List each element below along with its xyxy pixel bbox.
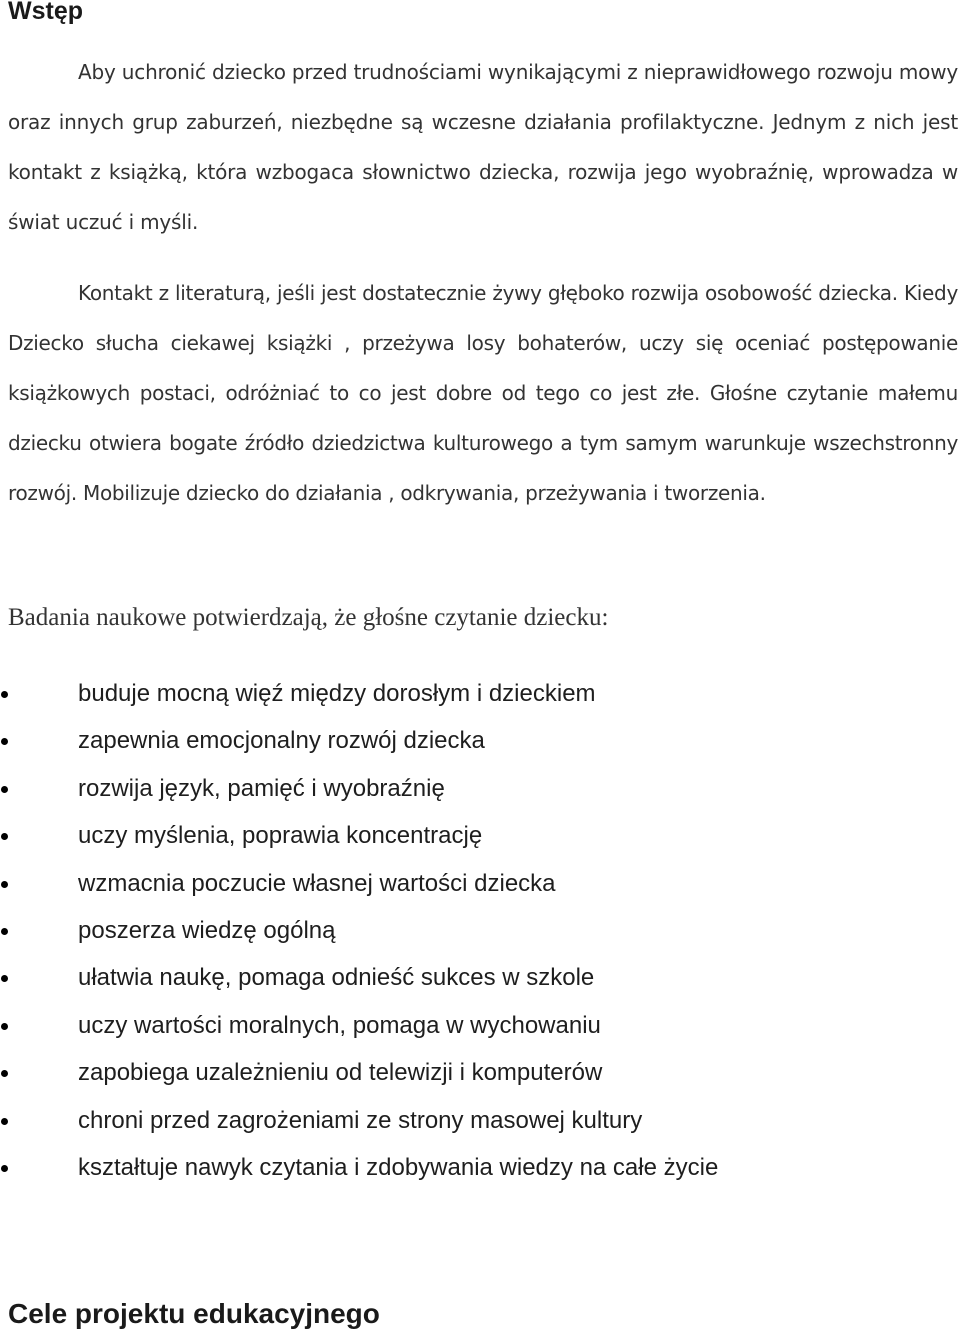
bullet-dot-icon — [1, 881, 8, 888]
paragraph-literature: Kontakt z literaturą, jeśli jest dostatecznie żywy głęboko rozwija osobowość dziecka. Kiedy Dziecko słucha ciekawej książki , przeżywa losy bohaterów, uczy się oceniać postępowanie książkowych postaci, odróżniać to co jest dobre od tego co jest złe. Głośne czytanie małemu dziecku otwiera bogate źródło dziedzictwa kulturowego a tym samym warunkuje wszechstronny rozwój. Mobilizuje dziecko do działania , odkrywania, przeżywania i tworzenia. — [8, 281, 958, 505]
bullet-dot-icon — [1, 691, 8, 698]
list-item — [0, 1002, 940, 1049]
list-item — [0, 860, 940, 907]
section-heading-goals: Cele projektu edukacyjnego — [8, 1298, 380, 1329]
list-item-text: kształtuje nawyk czytania i zdobywania wiedzy na całe życie — [78, 1153, 719, 1181]
list-item-text: zapewnia emocjonalny rozwój dziecka — [78, 727, 485, 755]
bullet-dot-icon — [1, 833, 8, 840]
section-heading-intro: Wstęp — [8, 0, 83, 25]
bullet-dot-icon — [1, 786, 8, 793]
list-item-text: buduje mocną więź między dorosłym i dzieckiem — [78, 680, 596, 707]
list-item — [0, 907, 940, 954]
bullet-dot-icon — [1, 975, 8, 982]
bullet-dot-icon — [1, 928, 8, 935]
bullet-dot-icon — [1, 1023, 8, 1030]
list-item — [0, 1049, 940, 1096]
list-item-text: ułatwia naukę, pomaga odnieść sukces w szkole — [78, 964, 595, 992]
list-item-text: poszerza wiedzę ogólną — [78, 916, 336, 944]
list-item-text: uczy myślenia, poprawia koncentrację — [78, 822, 483, 850]
list-item-text: wzmacnia poczucie własnej wartości dziecka — [78, 869, 556, 897]
list-item-text: zapobiega uzależnieniu od telewizji i komputerów — [78, 1059, 603, 1087]
list-item-text: uczy wartości moralnych, pomaga w wychowaniu — [78, 1011, 601, 1039]
list-intro: Badania naukowe potwierdzają, że głośne czytanie dziecku: — [8, 604, 609, 631]
bullet-dot-icon — [1, 738, 8, 745]
list-item-text: chroni przed zagrożeniami ze strony masowej kultury — [78, 1106, 643, 1134]
list-item-text: rozwija język, pamięć i wyobraźnię — [78, 774, 445, 802]
list-item — [0, 812, 940, 859]
list-item — [0, 1144, 940, 1191]
benefits-list — [0, 670, 940, 1191]
bullet-dot-icon — [1, 1118, 8, 1125]
list-item — [0, 954, 940, 1001]
list-item — [0, 1097, 940, 1144]
bullet-dot-icon — [1, 1165, 8, 1172]
list-item — [0, 717, 940, 764]
list-item — [0, 765, 940, 812]
paragraph-intro: Aby uchronić dziecko przed trudnościami wynikającymi z nieprawidłowego rozwoju mowy oraz innych grup zaburzeń, niezbędne są wczesne działania profilaktyczne. Jednym z nich jest kontakt z książką, która wzbogaca słownictwo dziecka, rozwija jego wyobraźnię, wprowadza w świat uczuć i myśli. — [8, 60, 958, 234]
bullet-dot-icon — [1, 1070, 8, 1077]
list-item — [0, 670, 940, 717]
